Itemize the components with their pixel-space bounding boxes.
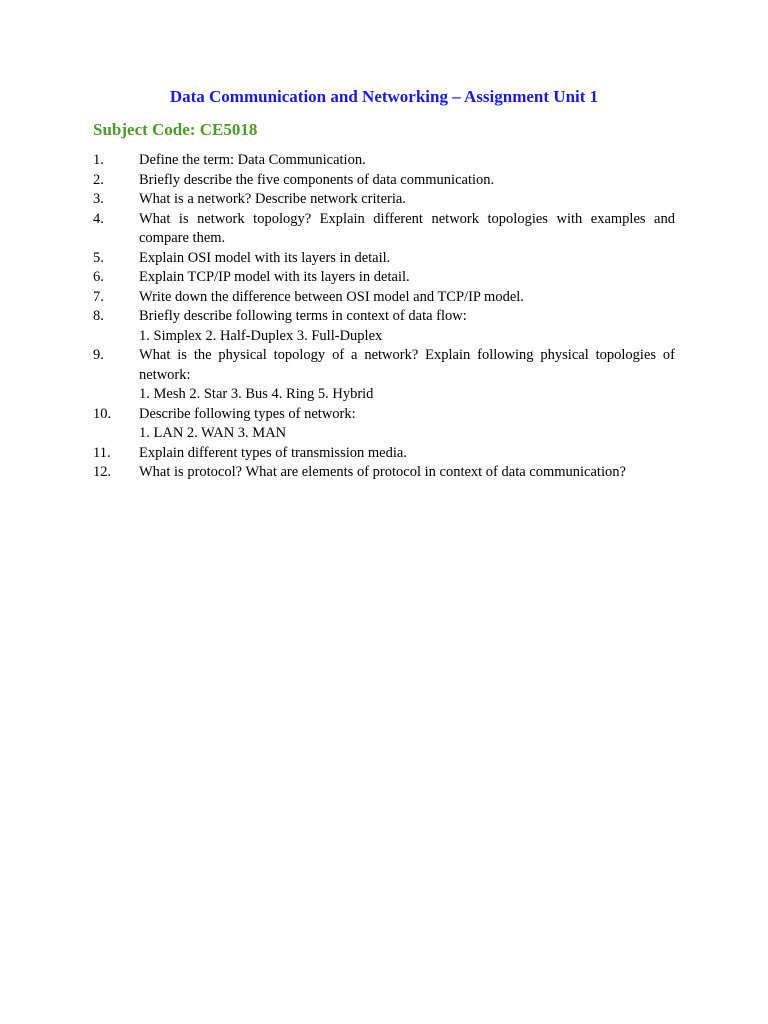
question-number: 1.	[93, 152, 104, 168]
question-item	[93, 405, 675, 444]
question-item	[93, 151, 675, 171]
question-text: Explain OSI model with its layers in detail.	[139, 249, 391, 266]
question-item	[93, 190, 675, 210]
document-title: Data Communication and Networking – Assignment Unit 1	[169, 87, 599, 106]
question-number: 11.	[93, 444, 111, 461]
question-number: 10.	[93, 405, 112, 422]
question-number: 4.	[93, 210, 104, 227]
question-number: 6.	[93, 269, 104, 285]
question-number: 7.	[93, 288, 104, 305]
question-text: Briefly describe following terms in context of data flow:	[139, 308, 467, 324]
question-number: 5.	[93, 249, 104, 266]
question-item	[93, 268, 675, 288]
question-text: Write down the difference between OSI model and TCP/IP model.	[139, 288, 524, 305]
subject-code: Subject Code: CE5018	[93, 120, 258, 139]
question-list	[93, 151, 675, 483]
question-item	[93, 307, 675, 346]
question-options: 1. Mesh 2. Star 3. Bus 4. Ring 5. Hybrid	[139, 386, 374, 402]
question-options: 1. LAN 2. WAN 3. MAN	[139, 425, 287, 441]
question-text: Describe following types of network:	[139, 405, 356, 422]
question-number: 8.	[93, 308, 104, 324]
question-item	[93, 346, 675, 405]
question-item	[93, 463, 675, 483]
question-item	[93, 210, 675, 249]
question-number: 3.	[93, 191, 104, 207]
question-text: Explain TCP/IP model with its layers in detail.	[139, 269, 410, 285]
question-text: What is protocol? What are elements of protocol in context of data communication?	[139, 464, 626, 480]
question-text: What is the physical topology of a network? Explain following physical topologies of network:	[139, 347, 675, 383]
question-item	[93, 288, 675, 308]
question-text: Define the term: Data Communication.	[139, 152, 366, 168]
question-item	[93, 444, 675, 464]
question-item	[93, 171, 675, 191]
question-number: 9.	[93, 347, 104, 363]
question-text: What is network topology? Explain different network topologies with examples and compare them.	[139, 210, 675, 246]
question-options: 1. Simplex 2. Half-Duplex 3. Full-Duplex	[139, 327, 383, 344]
question-text: Briefly describe the five components of data communication.	[139, 171, 495, 188]
question-text: What is a network? Describe network criteria.	[139, 191, 406, 207]
question-number: 12.	[93, 464, 112, 480]
question-number: 2.	[93, 171, 104, 188]
question-text: Explain different types of transmission media.	[139, 444, 407, 461]
question-item	[93, 249, 675, 269]
